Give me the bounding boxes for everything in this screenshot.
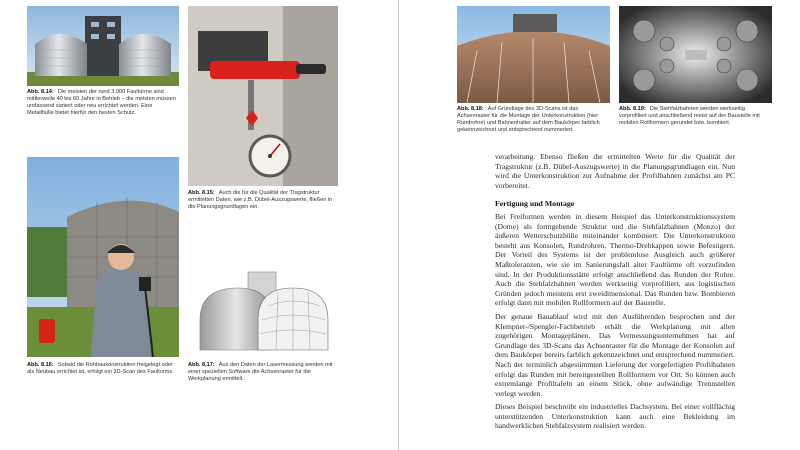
- body-column: [495, 212, 735, 435]
- page-spread-divider: [398, 0, 399, 450]
- paragraph: Dieses Beispiel beschreibt ein industrielles Dachsystem. Bei einer vollflächig unterstützenden Unterkonstruktion kann auch eine Bekleidung im handwerklichen Stehfalzsystem realisiert werden.: [495, 402, 735, 431]
- photo-pullout-tester: [188, 6, 338, 186]
- paragraph: verarbeitung. Ebenso fließen die ermittelten Werte für die Qualität der Tragstruktur (z.B. Dübel-Auszugswerte) in die Planungsgrundlagen ein. Nun wird die Unterkonstruktion zur Aufnahme der Profilbahnen zunächst am PC vorbereitet.: [495, 152, 735, 190]
- figure-label: Abb. 8.15:: [188, 190, 215, 196]
- caption-text: Sobald die Rohbaukonstruktion freigelegt oder als Neubau errichtet ist, erfolgt ein 3D-Scan des Faulturms.: [27, 362, 174, 375]
- caption-fig-8-16: [27, 362, 179, 376]
- figure-label: Abb. 8.16:: [27, 362, 54, 368]
- caption-fig-8-17: [188, 362, 338, 383]
- caption-fig-8-19: [619, 106, 772, 127]
- photo-axis-grid-marking: [457, 6, 610, 103]
- caption-fig-8-18: [457, 106, 610, 134]
- paragraph: Der genaue Bauablauf wird mit den Ausführenden besprochen und der Klempner-/Spengler-Fachbetrieb erhält die Werkplanung mit allen zugehörigen Montageplänen. Das Vermessungsunternehmen hat auf Grundlage des 3D-Scans das Achsenraster für die Montage der Konsolen auf dem Baukörper bereits farblich gekennzeichnet und entsprechend nummeriert. Nach der terminlich abgestimmten Lieferung der vorgefertigten Profilbahnen erfolgt das Runden mit bereitgestellten Rollformern vor Ort. So können auch extremlange Profiltafeln an einem Stück, ohne aufwändige Trennstellen verlegt werden.: [495, 311, 735, 398]
- photo-roll-former: [619, 6, 772, 103]
- caption-text: Die meisten der rund 3.000 Faultürme sind mittlerweile 40 bis 60 Jahre in Betrieb – die meisten müssen umfassend saniert oder neu errichtet werden. Eine Metallhülle bietet hierfür den besten Schutz.: [27, 89, 176, 116]
- figure-label: Abb. 8.14:: [27, 89, 54, 95]
- caption-text: Auf Grundlage des 3D-Scans ist das Achsenraster für die Montage der Unterkonstruktion (hier Rundrohre) und Bahnenhalter auf dem Baukörper farblich gekennzeichnet und entsprechend nummeriert.: [457, 106, 600, 133]
- paragraph: Bei Freiformen werden in diesem Beispiel das Unterkonstruktionssystem (Dome) als formgebende Struktur und die Stehfalzbahnen (Monzo) der äußeren Wetterschutzhülle miteinander kombiniert. Die Unterkonstruktion besteht aus Konsolen, Rundrohren, Thermo-Drehkappen sowie Befestigern. Der Vorteil des Systems ist der problemlose Ausgleich auch größerer Maßtoleranzen, wie sie im Sanierungsfall alter Faultürme oft vorzufinden sind. In der Produktionsstätte erfolgt anschließend das Runden der Rohre. Auch die Stehfalzbahnen werden werkseitig vorprofiliert, aus logistischen Gründen jedoch meistens erst zweidimensional. Das Runden bzw. Bombieren erfolgt dann mit mobilen Rollformern auf der Baustelle.: [495, 212, 735, 308]
- photo-3d-scan-surveyor: [27, 157, 179, 357]
- render-3d-model: [188, 266, 338, 358]
- caption-text: Die Stehfalzbahnen werden werkseitig vorprofiliert und anschließend meist auf der Baustelle mit mobilen Rollformern gerundet bzw. bombiert.: [619, 106, 760, 126]
- caption-fig-8-14: [27, 89, 179, 117]
- intro-paragraph: [495, 152, 735, 194]
- photo-digester-towers: [27, 6, 179, 86]
- figure-label: Abb. 8.17:: [188, 362, 215, 368]
- section-heading: Fertigung und Montage: [495, 199, 575, 208]
- caption-text: Aus den Daten der Lasermessung werden mit einer speziellen Software die Achsenraster für die Werkplanung ermittelt.: [188, 362, 333, 382]
- figure-label: Abb. 8.18:: [457, 106, 484, 112]
- caption-fig-8-15: [188, 190, 338, 211]
- figure-label: Abb. 8.19:: [619, 106, 646, 112]
- caption-text: Auch die für die Qualität der Tragstruktur ermittelten Daten, wie z.B. Dübel-Auszugswerte, fließen in die Planungsgrundlagen ein.: [188, 190, 333, 210]
